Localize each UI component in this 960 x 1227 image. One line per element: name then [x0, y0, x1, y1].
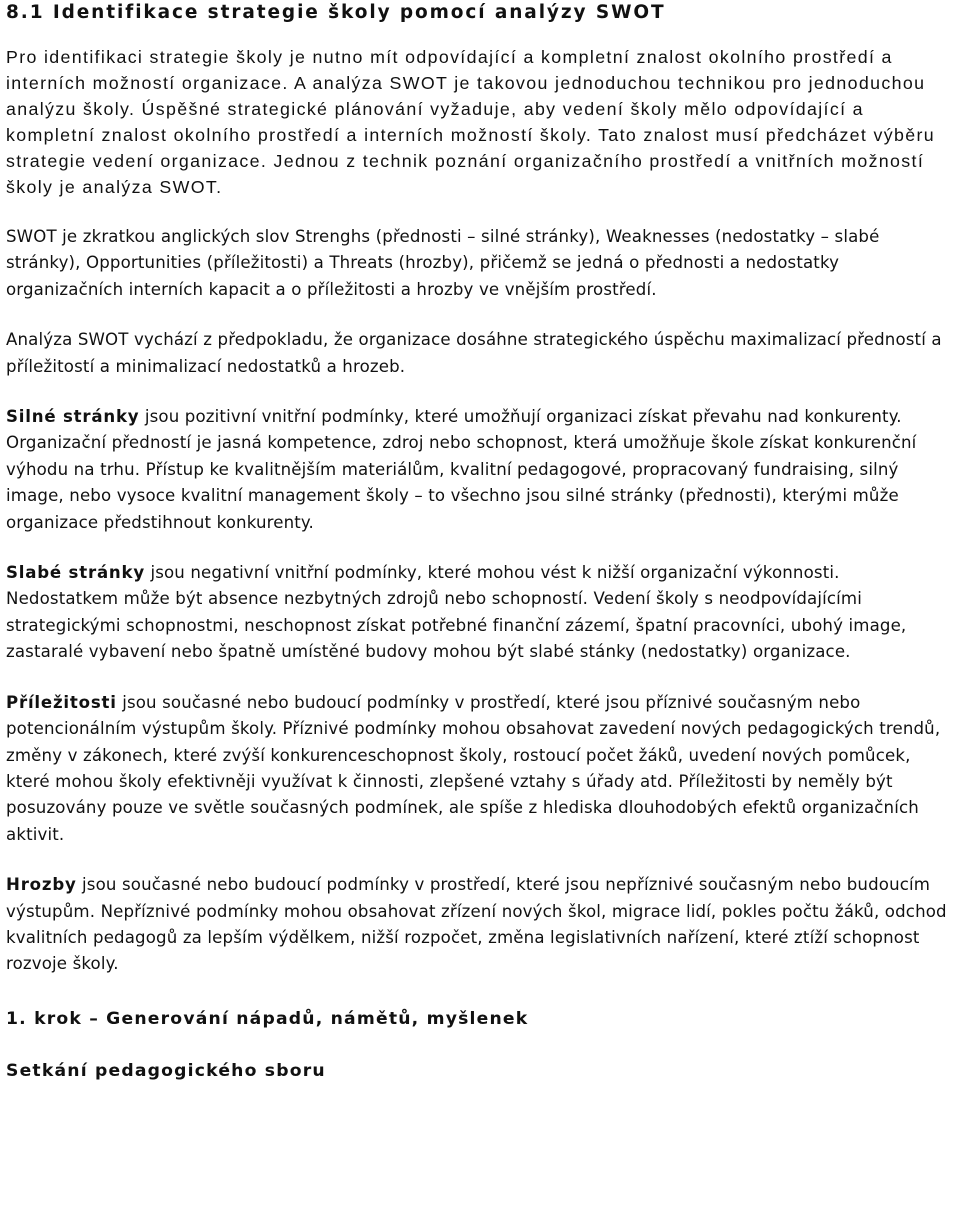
intro-paragraph: Pro identifikaci strategie školy je nutno mít odpovídající a kompletní znalost okolního prostředí a interních možností organizace. A analýza SWOT je takovou jednoduchou technikou pro jednoduchou analýzu školy. Úspěšné strategické plánování vyžaduje, aby vedení školy mělo odpovídající a kompletní znalost okolního prostředí a interních možností školy. Tato znalost musí předcházet výběru strategie vedení organizace. Jednou z technik poznání organizačního prostředí a vnitřních možností školy je analýza SWOT. — [6, 47, 935, 197]
threats-paragraph — [6, 872, 954, 978]
weaknesses-text: jsou negativní vnitřní podmínky, které mohou vést k nižší organizační výkonnosti. Nedostatkem může být absence nezbytných zdrojů nebo schopností. Vedení školy s neodpovídajícími strategickými schopnostmi, neschopnost získat potřebné finanční zázemí, špatní pracovníci, ubohý image, zastaralé vybavení nebo špatně umístěné budovy mohou být slabé stánky (nedostatky) organizace. — [6, 563, 907, 662]
opportunities-term: Příležitosti — [6, 692, 117, 712]
threats-term: Hrozby — [6, 875, 77, 895]
swot-definition-paragraph: SWOT je zkratkou anglických slov Strenghs (přednosti – silné stránky), Weaknesses (nedostatky – slabé stránky), Opportunities (příležitosti) a Threats (hrozby), přičemž se jedná o přednosti a nedostatky organizačních interních kapacit a o příležitosti a hrozby ve vnějším prostředí. — [6, 227, 880, 299]
weaknesses-term: Slabé stránky — [6, 563, 146, 583]
swot-premise-paragraph: Analýza SWOT vychází z předpokladu, že organizace dosáhne strategického úspěchu maximalizací předností a příležitostí a minimalizací nedostatků a hrozeb. — [6, 330, 942, 376]
strengths-paragraph — [6, 404, 954, 536]
subheading: Setkání pedagogického sboru — [6, 1060, 326, 1081]
opportunities-paragraph — [6, 690, 954, 848]
section-title: 8.1 Identifikace strategie školy pomocí analýzy SWOT — [6, 2, 666, 23]
step-heading: 1. krok – Generování nápadů, námětů, myšlenek — [6, 1008, 529, 1029]
strengths-text: jsou pozitivní vnitřní podmínky, které umožňují organizaci získat převahu nad konkurenty. Organizační předností je jasná kompetence, zdroj nebo schopnost, která umožňuje škole získat konkurenční výhodu na trhu. Přístup ke kvalitnějším materiálům, kvalitní pedagogové, propracovaný fundraising, silný image, nebo vysoce kvalitní management školy – to všechno jsou silné stránky (přednosti), kterými může organizace předstihnout konkurenty. — [6, 407, 917, 532]
strengths-term: Silné stránky — [6, 407, 140, 427]
threats-text: jsou současné nebo budoucí podmínky v prostředí, které jsou nepříznivé současným nebo budoucím výstupům. Nepříznivé podmínky mohou obsahovat zřízení nových škol, migrace lidí, pokles počtu žáků, odchod kvalitních pedagogů za lepším výdělkem, nižší rozpočet, změna legislativních nařízení, které ztíží schopnost rozvoje školy. — [6, 875, 947, 974]
weaknesses-paragraph — [6, 560, 954, 666]
opportunities-text: jsou současné nebo budoucí podmínky v prostředí, které jsou příznivé současným nebo potencionálním výstupům školy. Příznivé podmínky mohou obsahovat zavedení nových pedagogických trendů, změny v zákonech, které zvýší konkurenceschopnost školy, rostoucí počet žáků, uvedení nových pomůcek, které mohou školy efektivněji využívat k činnosti, zlepšené vztahy s úřady atd. Příležitosti by neměly být posuzovány pouze ve světle současných podmínek, ale spíše z hlediska dlouhodobých efektů organizačních aktivit. — [6, 692, 941, 844]
